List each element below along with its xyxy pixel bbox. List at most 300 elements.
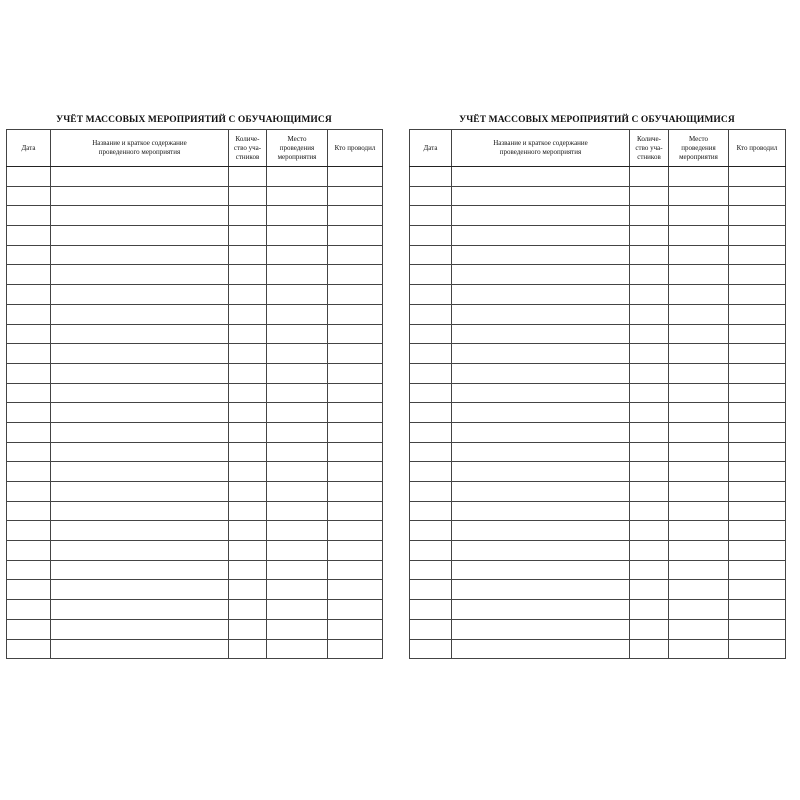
header-row (410, 130, 786, 167)
cell-venue (267, 482, 328, 502)
header-row (7, 130, 383, 167)
cell-venue (267, 580, 328, 600)
cell-event-name (452, 501, 630, 521)
cell-venue (267, 560, 328, 580)
page-title: УЧЁТ МАССОВЫХ МЕРОПРИЯТИЙ С ОБУЧАЮЩИМИСЯ (56, 115, 332, 125)
table-row (7, 403, 383, 423)
table-row (410, 639, 786, 659)
cell-event-name (51, 383, 229, 403)
cell-participants-count (630, 344, 669, 364)
cell-event-name (452, 403, 630, 423)
column-header-venue: Место проведения мероприятия (267, 130, 328, 167)
cell-event-name (452, 285, 630, 305)
cell-participants-count (229, 344, 267, 364)
cell-participants-count (630, 186, 669, 206)
cell-participants-count (229, 285, 267, 305)
cell-venue (669, 186, 729, 206)
cell-conducted-by (729, 403, 786, 423)
cell-date (410, 462, 452, 482)
cell-participants-count (229, 580, 267, 600)
cell-event-name (51, 245, 229, 265)
cell-conducted-by (328, 226, 383, 246)
cell-participants-count (229, 462, 267, 482)
table-row (7, 541, 383, 561)
cell-date (410, 501, 452, 521)
cell-date (7, 462, 51, 482)
cell-conducted-by (729, 541, 786, 561)
cell-date (410, 226, 452, 246)
cell-participants-count (229, 226, 267, 246)
cell-event-name (452, 521, 630, 541)
cell-conducted-by (328, 639, 383, 659)
cell-venue (669, 344, 729, 364)
cell-conducted-by (729, 619, 786, 639)
column-header-date: Дата (7, 130, 51, 167)
cell-conducted-by (328, 324, 383, 344)
cell-conducted-by (729, 560, 786, 580)
cell-conducted-by (729, 265, 786, 285)
table-row (410, 403, 786, 423)
cell-event-name (452, 462, 630, 482)
cell-venue (669, 521, 729, 541)
cell-conducted-by (328, 167, 383, 187)
cell-venue (669, 482, 729, 502)
table-row (7, 206, 383, 226)
cell-participants-count (229, 521, 267, 541)
cell-event-name (51, 226, 229, 246)
cell-participants-count (229, 619, 267, 639)
page-title: УЧЁТ МАССОВЫХ МЕРОПРИЯТИЙ С ОБУЧАЮЩИМИСЯ (459, 115, 735, 125)
cell-participants-count (630, 462, 669, 482)
cell-venue (669, 324, 729, 344)
cell-date (410, 344, 452, 364)
cell-event-name (452, 383, 630, 403)
table-row (410, 186, 786, 206)
cell-conducted-by (729, 186, 786, 206)
table-row (7, 600, 383, 620)
table-row (410, 226, 786, 246)
cell-date (7, 167, 51, 187)
cell-venue (669, 462, 729, 482)
table-row (410, 324, 786, 344)
cell-event-name (51, 206, 229, 226)
cell-venue (669, 560, 729, 580)
cell-participants-count (630, 501, 669, 521)
cell-venue (267, 344, 328, 364)
register-page-right (409, 112, 785, 659)
cell-participants-count (630, 363, 669, 383)
cell-participants-count (229, 639, 267, 659)
cell-event-name (452, 422, 630, 442)
table-row (7, 639, 383, 659)
cell-participants-count (630, 541, 669, 561)
cell-event-name (51, 403, 229, 423)
cell-participants-count (229, 167, 267, 187)
cell-participants-count (229, 324, 267, 344)
events-register-table (409, 129, 786, 659)
cell-venue (267, 285, 328, 305)
cell-event-name (452, 324, 630, 344)
cell-date (410, 383, 452, 403)
cell-venue (267, 600, 328, 620)
cell-event-name (51, 639, 229, 659)
cell-participants-count (630, 245, 669, 265)
cell-conducted-by (729, 344, 786, 364)
cell-conducted-by (729, 324, 786, 344)
cell-participants-count (630, 600, 669, 620)
cell-date (7, 639, 51, 659)
cell-conducted-by (328, 383, 383, 403)
cell-participants-count (630, 580, 669, 600)
cell-conducted-by (729, 580, 786, 600)
cell-conducted-by (328, 245, 383, 265)
cell-venue (669, 265, 729, 285)
cell-participants-count (229, 501, 267, 521)
column-header-participants-count: Количе- ство уча- стников (630, 130, 669, 167)
cell-conducted-by (328, 442, 383, 462)
table-row (7, 344, 383, 364)
cell-date (7, 324, 51, 344)
cell-venue (267, 265, 328, 285)
cell-conducted-by (729, 285, 786, 305)
cell-venue (669, 383, 729, 403)
cell-date (410, 245, 452, 265)
cell-date (410, 619, 452, 639)
cell-conducted-by (729, 206, 786, 226)
table-row (7, 501, 383, 521)
cell-event-name (51, 285, 229, 305)
cell-conducted-by (729, 482, 786, 502)
cell-conducted-by (729, 462, 786, 482)
cell-participants-count (229, 206, 267, 226)
cell-participants-count (229, 560, 267, 580)
table-row (410, 501, 786, 521)
cell-date (7, 383, 51, 403)
cell-conducted-by (729, 639, 786, 659)
cell-participants-count (229, 403, 267, 423)
cell-conducted-by (328, 482, 383, 502)
cell-venue (669, 580, 729, 600)
table-row (410, 265, 786, 285)
cell-participants-count (229, 442, 267, 462)
table-row (7, 167, 383, 187)
cell-participants-count (630, 167, 669, 187)
cell-participants-count (630, 226, 669, 246)
cell-date (410, 265, 452, 285)
table-row (7, 304, 383, 324)
cell-event-name (452, 482, 630, 502)
cell-venue (267, 442, 328, 462)
column-header-venue: Место проведения мероприятия (669, 130, 729, 167)
cell-conducted-by (729, 226, 786, 246)
table-row (7, 265, 383, 285)
cell-conducted-by (328, 304, 383, 324)
cell-date (7, 245, 51, 265)
cell-venue (267, 206, 328, 226)
cell-conducted-by (729, 521, 786, 541)
cell-event-name (452, 442, 630, 462)
cell-conducted-by (328, 186, 383, 206)
cell-date (410, 304, 452, 324)
cell-event-name (51, 541, 229, 561)
cell-event-name (452, 226, 630, 246)
cell-event-name (452, 541, 630, 561)
cell-date (7, 580, 51, 600)
cell-conducted-by (729, 383, 786, 403)
cell-date (7, 521, 51, 541)
table-row (7, 226, 383, 246)
table-body (410, 167, 786, 659)
cell-conducted-by (328, 501, 383, 521)
cell-date (7, 482, 51, 502)
cell-date (410, 560, 452, 580)
cell-venue (669, 167, 729, 187)
cell-date (410, 600, 452, 620)
table-row (7, 245, 383, 265)
cell-event-name (51, 167, 229, 187)
table-row (410, 521, 786, 541)
cell-conducted-by (729, 501, 786, 521)
table-row (410, 383, 786, 403)
cell-date (7, 501, 51, 521)
cell-participants-count (630, 422, 669, 442)
cell-date (7, 265, 51, 285)
cell-event-name (51, 304, 229, 324)
cell-event-name (51, 482, 229, 502)
cell-event-name (452, 344, 630, 364)
cell-conducted-by (328, 422, 383, 442)
cell-event-name (51, 521, 229, 541)
cell-conducted-by (328, 462, 383, 482)
cell-date (7, 619, 51, 639)
cell-date (410, 521, 452, 541)
cell-venue (267, 541, 328, 561)
column-header-conducted-by: Кто проводил (729, 130, 786, 167)
table-row (410, 442, 786, 462)
table-row (7, 619, 383, 639)
cell-venue (267, 226, 328, 246)
table-row (7, 422, 383, 442)
cell-participants-count (229, 245, 267, 265)
cell-event-name (51, 324, 229, 344)
table-row (410, 167, 786, 187)
cell-venue (267, 186, 328, 206)
cell-date (410, 285, 452, 305)
cell-venue (669, 422, 729, 442)
cell-date (7, 541, 51, 561)
cell-conducted-by (328, 206, 383, 226)
cell-event-name (452, 245, 630, 265)
cell-venue (267, 304, 328, 324)
cell-venue (267, 363, 328, 383)
table-body (7, 167, 383, 659)
table-row (7, 324, 383, 344)
cell-date (410, 639, 452, 659)
cell-venue (267, 383, 328, 403)
cell-venue (267, 167, 328, 187)
cell-participants-count (229, 186, 267, 206)
table-row (410, 560, 786, 580)
cell-venue (669, 501, 729, 521)
cell-event-name (51, 265, 229, 285)
column-header-conducted-by: Кто проводил (328, 130, 383, 167)
cell-participants-count (630, 560, 669, 580)
cell-venue (267, 324, 328, 344)
cell-conducted-by (328, 521, 383, 541)
cell-event-name (51, 363, 229, 383)
cell-event-name (51, 600, 229, 620)
cell-conducted-by (328, 344, 383, 364)
cell-conducted-by (729, 422, 786, 442)
cell-event-name (452, 186, 630, 206)
table-row (410, 482, 786, 502)
cell-conducted-by (328, 619, 383, 639)
cell-date (7, 344, 51, 364)
cell-date (410, 363, 452, 383)
table-row (410, 619, 786, 639)
cell-date (410, 403, 452, 423)
table-row (410, 600, 786, 620)
cell-participants-count (229, 265, 267, 285)
register-page-left (6, 112, 382, 659)
cell-event-name (452, 167, 630, 187)
cell-participants-count (630, 206, 669, 226)
table-row (7, 482, 383, 502)
cell-venue (669, 285, 729, 305)
cell-participants-count (630, 265, 669, 285)
cell-venue (267, 639, 328, 659)
cell-date (7, 226, 51, 246)
cell-event-name (452, 363, 630, 383)
cell-date (7, 600, 51, 620)
cell-event-name (51, 442, 229, 462)
table-row (410, 344, 786, 364)
cell-date (410, 206, 452, 226)
table-row (410, 245, 786, 265)
cell-venue (267, 619, 328, 639)
cell-date (410, 442, 452, 462)
cell-event-name (51, 422, 229, 442)
cell-event-name (452, 600, 630, 620)
cell-venue (669, 442, 729, 462)
cell-conducted-by (729, 167, 786, 187)
cell-venue (669, 600, 729, 620)
cell-event-name (452, 304, 630, 324)
cell-participants-count (630, 639, 669, 659)
cell-date (7, 206, 51, 226)
table-row (410, 541, 786, 561)
cell-venue (267, 245, 328, 265)
cell-conducted-by (729, 245, 786, 265)
column-header-participants-count: Количе- ство уча- стников (229, 130, 267, 167)
cell-event-name (51, 619, 229, 639)
cell-participants-count (229, 482, 267, 502)
cell-participants-count (630, 442, 669, 462)
cell-participants-count (229, 422, 267, 442)
table-row (410, 462, 786, 482)
table-row (410, 285, 786, 305)
cell-date (7, 304, 51, 324)
table-row (7, 521, 383, 541)
cell-venue (267, 462, 328, 482)
cell-participants-count (630, 285, 669, 305)
cell-participants-count (630, 521, 669, 541)
cell-venue (669, 541, 729, 561)
cell-conducted-by (328, 541, 383, 561)
cell-conducted-by (328, 265, 383, 285)
table-row (7, 383, 383, 403)
table-row (7, 285, 383, 305)
cell-venue (669, 206, 729, 226)
cell-date (410, 324, 452, 344)
cell-date (7, 285, 51, 305)
cell-date (7, 560, 51, 580)
cell-date (7, 403, 51, 423)
cell-event-name (51, 580, 229, 600)
cell-participants-count (229, 541, 267, 561)
cell-date (410, 186, 452, 206)
cell-event-name (51, 462, 229, 482)
cell-venue (267, 403, 328, 423)
cell-participants-count (630, 304, 669, 324)
cell-venue (669, 403, 729, 423)
table-row (410, 206, 786, 226)
cell-participants-count (229, 383, 267, 403)
table-row (7, 560, 383, 580)
table-row (7, 363, 383, 383)
cell-venue (267, 501, 328, 521)
cell-event-name (51, 501, 229, 521)
cell-participants-count (229, 600, 267, 620)
cell-conducted-by (328, 580, 383, 600)
events-register-table (6, 129, 383, 659)
cell-event-name (51, 186, 229, 206)
cell-date (410, 541, 452, 561)
cell-venue (669, 304, 729, 324)
cell-conducted-by (729, 442, 786, 462)
cell-date (410, 167, 452, 187)
table-row (7, 186, 383, 206)
cell-venue (669, 226, 729, 246)
cell-participants-count (630, 619, 669, 639)
cell-event-name (51, 560, 229, 580)
cell-venue (669, 619, 729, 639)
cell-event-name (452, 560, 630, 580)
cell-conducted-by (729, 304, 786, 324)
cell-participants-count (229, 363, 267, 383)
cell-participants-count (229, 304, 267, 324)
table-row (7, 580, 383, 600)
column-header-date: Дата (410, 130, 452, 167)
cell-venue (669, 245, 729, 265)
cell-conducted-by (729, 363, 786, 383)
cell-participants-count (630, 482, 669, 502)
cell-conducted-by (328, 285, 383, 305)
cell-venue (267, 422, 328, 442)
cell-date (410, 580, 452, 600)
column-header-event-name: Название и краткое содержание проведенного мероприятия (452, 130, 630, 167)
cell-event-name (452, 206, 630, 226)
cell-conducted-by (328, 600, 383, 620)
cell-venue (669, 363, 729, 383)
cell-venue (267, 521, 328, 541)
table-row (7, 462, 383, 482)
cell-venue (669, 639, 729, 659)
cell-participants-count (630, 324, 669, 344)
cell-conducted-by (328, 363, 383, 383)
cell-date (7, 363, 51, 383)
cell-participants-count (630, 383, 669, 403)
